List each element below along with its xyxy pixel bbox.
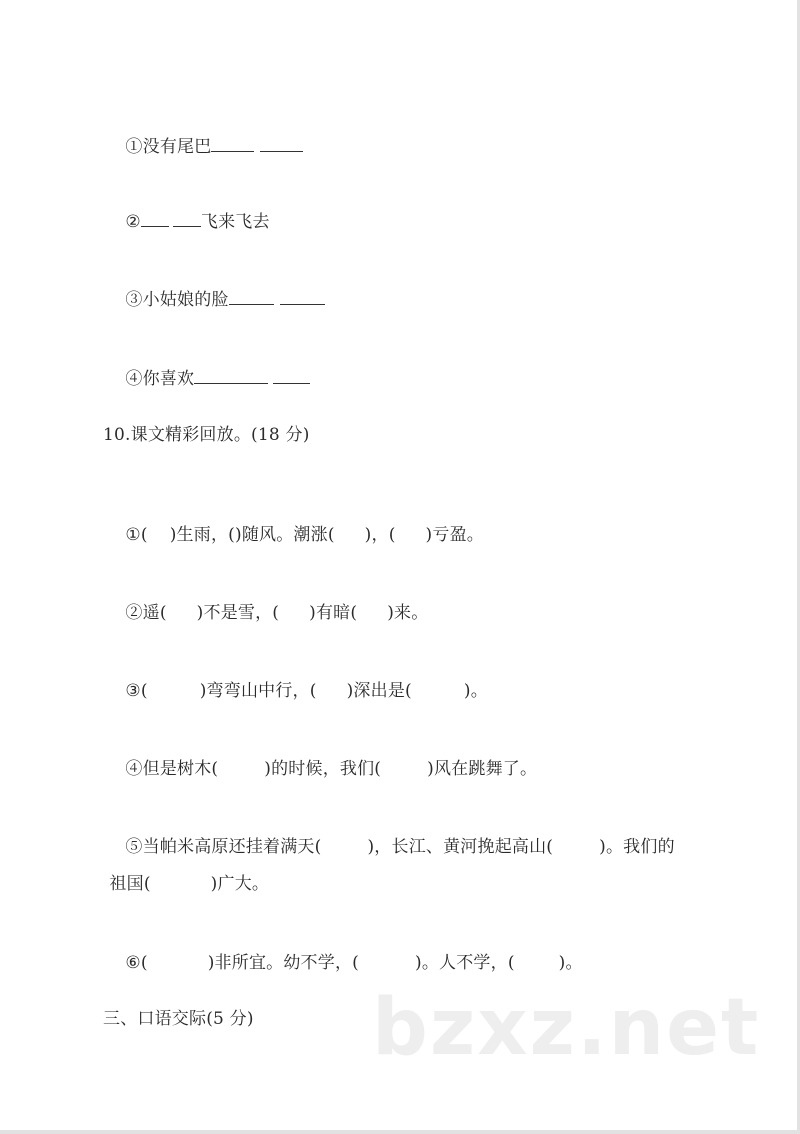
- item-marker: ①: [125, 137, 143, 157]
- item-marker: ④: [125, 759, 143, 779]
- answer-blank[interactable]: [273, 368, 310, 384]
- q10-item-5-continuation: 祖国( )广大。: [109, 874, 270, 894]
- section-3-title: 三、口语交际(5 分): [103, 1009, 254, 1029]
- item-marker: ②: [125, 212, 141, 232]
- q10-item-6: ⑥( )非所宜。幼不学，( )。人不学，( )。: [125, 953, 583, 973]
- item-text: 你喜欢: [142, 369, 195, 389]
- item-marker: ⑥: [125, 953, 141, 973]
- fill-in-item-1: [103, 114, 303, 180]
- q10-item-1: ①( )生雨，()随风。潮涨( )，( )亏盈。: [125, 525, 484, 545]
- item-marker: ④: [125, 369, 143, 389]
- item-marker: ①: [125, 525, 141, 545]
- q10-item-4: ④但是树木( )的时候，我们( )风在跳舞了。: [125, 759, 538, 779]
- item-marker: ③: [125, 681, 141, 701]
- answer-blank[interactable]: [173, 211, 201, 227]
- item-text: 飞来飞去: [200, 212, 270, 232]
- fill-in-item-4: [103, 346, 310, 412]
- item-marker: ⑤: [125, 837, 143, 857]
- answer-blank[interactable]: [211, 136, 254, 152]
- item-marker: ③: [125, 290, 143, 310]
- q10-item-3: ③( )弯弯山中行，( )深出是( )。: [125, 681, 488, 701]
- answer-blank[interactable]: [260, 136, 303, 152]
- answer-blank[interactable]: [229, 289, 274, 305]
- question-10-title: 10.课文精彩回放。(18 分): [103, 425, 310, 445]
- item-text: 小姑娘的脸: [142, 290, 229, 310]
- q10-item-5: ⑤当帕米高原还挂着满天( )，长江、黄河挽起高山( )。我们的: [125, 837, 675, 857]
- item-marker: ②: [125, 603, 143, 623]
- answer-blank[interactable]: [194, 368, 268, 384]
- item-text: 没有尾巴: [142, 137, 212, 157]
- answer-blank[interactable]: [280, 289, 325, 305]
- q10-item-2: ②遥( )不是雪，( )有暗( )来。: [125, 603, 429, 623]
- fill-in-item-2: [103, 189, 270, 255]
- fill-in-item-3: [103, 267, 325, 333]
- watermark: bzxz.net: [372, 983, 761, 1073]
- answer-blank[interactable]: [141, 211, 169, 227]
